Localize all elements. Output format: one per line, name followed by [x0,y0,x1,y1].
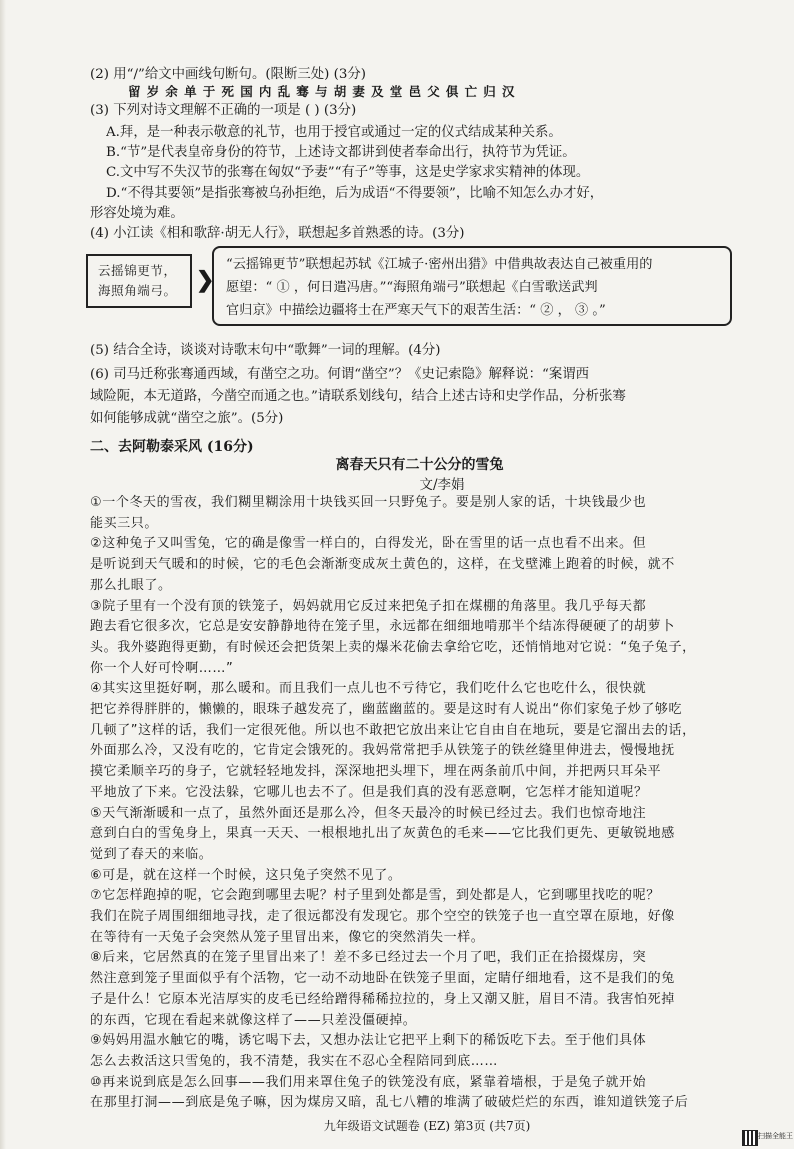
article-line: ⑩再来说到底是怎么回事——我们用来罩住兔子的铁笼没有底，紧靠着墙根，于是兔子就开始 [90,1074,647,1090]
chevron-right-icon: ❯ [196,267,215,293]
article-line: ②这种兔子又叫雪兔，它的确是像雪一样白的，白得发光，卧在雪里的话一点也看不出来。但 [90,536,647,552]
poem-quote-box [86,254,192,308]
article-author: 文/李娟 [419,477,465,493]
question-5: (5) 结合全诗，谈谈对诗歌末句中“歌舞”一词的理解。(4分) [90,343,441,358]
article-line: 把它养得胖胖的，懒懒的，眼珠子越发亮了，幽蓝幽蓝的。要是这时有人说出“你们家兔子炒了够吃 [90,702,683,717]
option-d-cont: 形容处境为难。 [90,206,184,221]
article-line: ①一个冬天的雪夜，我们糊里糊涂用十块钱买回一只野兔子。要是别人家的话，十块钱最少也 [90,495,647,510]
page-footer: 九年级语文试题卷 (EZ) 第3页 (共7页) [323,1119,531,1133]
question-4: (4) 小江读《相和歌辞·胡无人行》，联想起多首熟悉的诗。(3分) [90,226,465,241]
association-line: 愿望：“ ① ，何日遣冯唐。”“海照角端弓”联想起《白雪歌送武判 [226,280,598,295]
article-line: 在那里打洞——到底是兔子嘛，因为煤房又暗，乱七八糟的堆满了破破烂烂的东西，谁知道铁笼子后 [90,1095,689,1111]
article-line: 子是什么！它原本光洁厚实的皮毛已经给蹭得稀稀拉拉的，身上又潮又脏，眉目不清。我害怕死掉 [90,991,675,1007]
article-line: ③院子里有一个没有顶的铁笼子，妈妈就用它反过来把兔子扣在煤棚的角落里。我几乎每天都 [90,598,647,614]
article-title: 离春天只有二十公分的雪兔 [335,457,504,473]
article-line: ④其实这里挺好啊，那么暖和。而且我们一点儿也不亏待它，我们吃什么它也吃什么，很快就 [90,681,647,697]
article-line: 那么扎眼了。 [90,577,172,593]
article-line: 头。我外婆跑得更勤，有时候还会把货架上卖的爆米花偷去拿给它吃，还悄悄地对它说：“兔子兔子， [90,639,696,655]
article-line: 觉到了春天的来临。 [90,846,213,862]
association-line: 官归京》中描绘边疆将士在严寒天气下的艰苦生活：“ ② ， ③ 。” [226,303,606,318]
option-c: C.文中写不失汉节的张骞在匈奴“予妻”“有子”等事，这是史学家求实精神的体现。 [106,165,590,180]
article-line: ⑤天气渐渐暖和一点了，虽然外面还是那么冷，但冬天最冷的时候已经过去。我们也惊奇地注 [90,805,647,821]
article-line: 意到白白的雪兔身上，果真一天天、一根根地扎出了灰黄色的毛来——它比我们更先、更敏锐地感 [90,826,675,842]
poem-quote-line: 云摇锦更节， [98,263,177,278]
question-6-line: 如何能够成就“凿空之旅”。(5分) [90,411,284,426]
page-edge-shadow [0,0,6,1149]
article-line: 外面那么冷，又没有吃的，它肯定会饿死的。我妈常常把手从铁笼子的铁丝缝里伸进去，慢慢地抚 [90,743,675,759]
article-line: 平地放了下来。它没法躲，它哪儿也去不了。但是我们真的没有恶意啊，它怎样才能知道呢？ [90,784,648,800]
article-line: ⑦它怎样跑掉的呢，它会跑到哪里去呢？村子里到处都是雪，到处都是人，它到哪里找吃的呢？ [90,888,660,904]
article-line: ⑧后来，它居然真的在笼子里冒出来了！差不多已经过去一个月了吧，我们正在拾掇煤房，突 [90,950,647,966]
question-6-line: 域险阨，本无道路，今凿空而通之也。”请联系划线句，结合上述古诗和史学作品，分析张骞 [90,389,626,404]
article-line: ⑨妈妈用温水触它的嘴，诱它喝下去，又想办法让它把平上剩下的稀饭吃下去。至于他们具体 [90,1033,647,1049]
article-line: 几顿了”这样的话，我们一定很死他。所以也不敢把它放出来让它自由自在地玩，要是它溜出去的话， [90,722,696,738]
article-line: 我们在院子周围细细地寻找，走了很远都没有发现它。那个空空的铁笼子也一直空罩在原地，好像 [90,909,675,924]
article-line: 是听说到天气暖和的时候，它的毛色会渐渐变成灰土黄色的，这样，在戈壁滩上跑着的时候，就不 [90,557,675,573]
article-line: 能买三只。 [90,515,159,531]
association-box [212,246,732,326]
article-line: 的东西，它现在看起来就像这样了——只差没僵硬掉。 [90,1012,417,1028]
article-line: 摸它柔顺辛巧的身子，它就轻轻地发抖，深深地把头埋下，埋在两条前爪中间，并把两只耳朵平 [90,764,662,780]
question-2: (2) 用“/”给文中画线句断句。(限断三处) (3分) [90,67,366,82]
question-3: (3) 下列对诗文理解不正确的一项是 ( ) (3分) [90,103,357,118]
association-line: “云摇锦更节”联想起苏轼《江城子·密州出猎》中借典故表达自己被重用的 [226,257,653,272]
option-b: B.“节”是代表皇帝身份的符节，上述诗文都讲到使者奉命出行，执符节为凭证。 [106,145,576,160]
question-2-sentence: 留岁余单于死国内乱骞与胡妻及堂邑父俱亡归汉 [128,84,521,99]
article-line: 跑去看它很多次，它总是安安静静地待在笼子里，永远都在细细地啃那半个结冻得硬硬了的胡萝卜 [90,619,675,635]
article-line: ⑥可是，就在这样一个时候，这只兔子突然不见了。 [90,867,402,883]
article-line: 怎么去救活这只雪兔的，我不清楚，我实在不忍心全程陪同到底…… [90,1053,499,1069]
option-d: D.“不得其要领”是指张骞被乌孙拒绝，后为成语“不得要领”，比喻不知怎么办才好， [106,186,604,201]
qr-code-icon [742,1130,758,1146]
article-line: 然注意到笼子里面似乎有个活物，它一动不动地卧在铁笼子里面，定睛仔细地看，这不是我们的兔 [90,971,675,987]
question-6-line: (6) 司马迁称张骞通西域，有凿空之功。何谓“凿空”？《史记索隐》解释说：“案谓西 [90,367,590,382]
article-line: 你一个人好可怜啊……” [90,660,234,676]
scanner-label: 扫描全能王 [758,1132,793,1140]
option-a: A.拜，是一种表示敬意的礼节，也用于授官或通过一定的仪式结成某种关系。 [106,125,562,140]
poem-quote-line: 海照角端弓。 [98,283,177,298]
article-line: 在等待有一天兔子会突然从笼子里冒出来，像它的突然消失一样。 [90,929,485,945]
section-heading: 二、去阿勒泰采风 (16分) [90,439,254,455]
